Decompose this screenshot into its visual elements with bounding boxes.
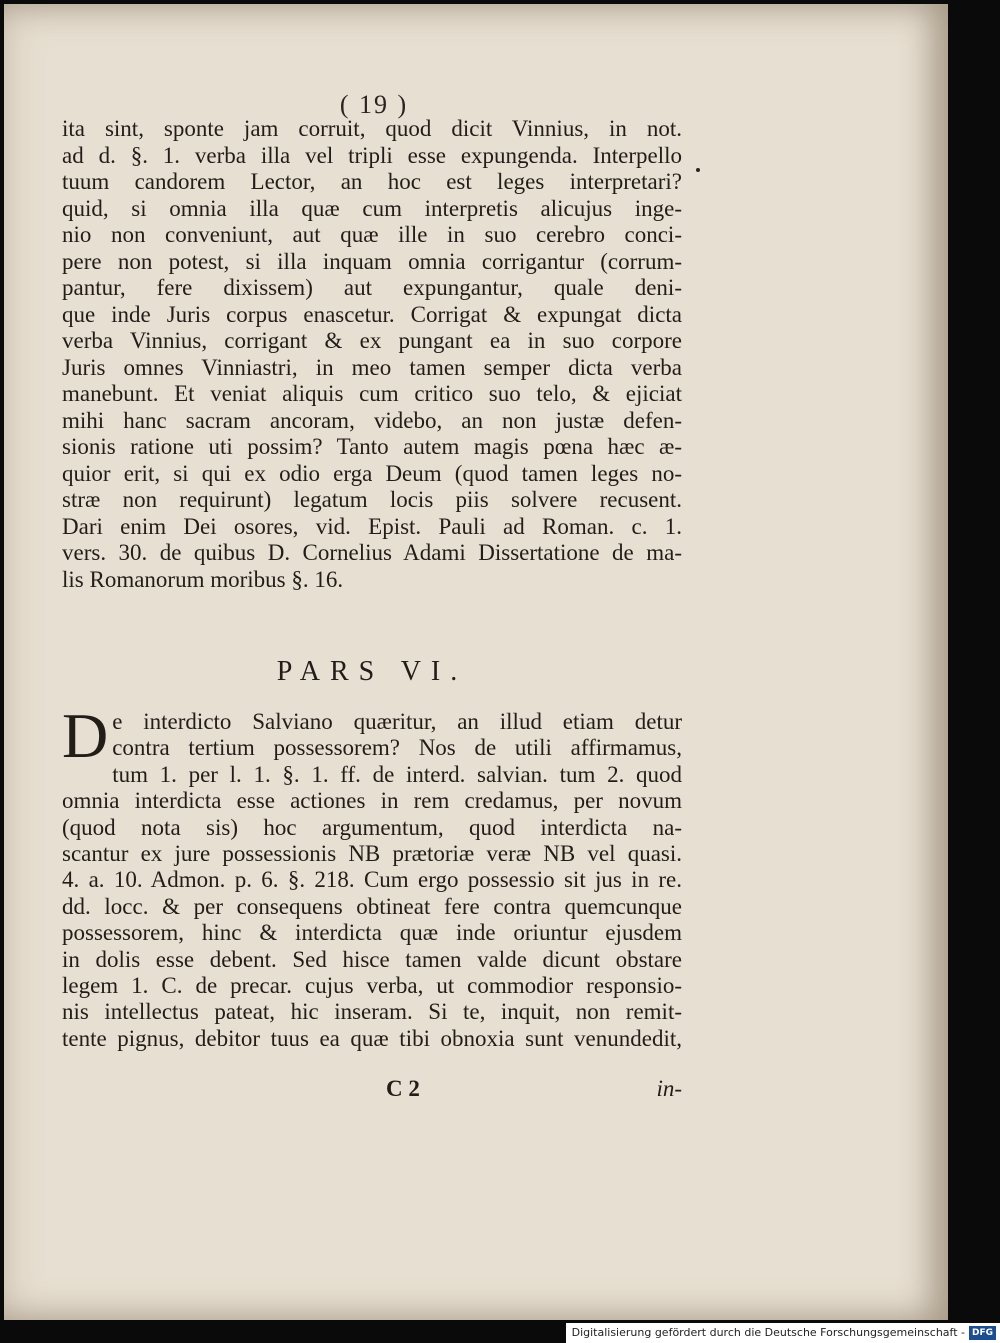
text-line: tuum candorem Lector, an hoc est leges interpretari? — [62, 169, 682, 194]
text-line: ad d. §. 1. verba illa vel tripli esse expungenda. Interpello — [62, 142, 682, 168]
signature-mark: C 2 — [386, 1076, 420, 1101]
dfg-logo-icon: DFG — [969, 1326, 996, 1340]
text-line: pere non potest, si illa inquam omnia corrigantur (corrum- — [62, 248, 682, 274]
text-line: sionis ratione uti possim? Tanto autem magis pœna hæc æ- — [62, 434, 682, 459]
text-line: nis intellectus pateat, hic inseram. Si te, inquit, non remit- — [62, 999, 682, 1025]
book-page — [4, 4, 948, 1320]
text-line: Juris omnes Vinniastri, in meo tamen semper dicta verba — [62, 354, 682, 380]
text-line: Dari enim Dei osores, vid. Epist. Pauli ad Roman. c. 1. — [62, 513, 682, 539]
text-line: que inde Juris corpus enascetur. Corrigat & expungat dicta — [62, 301, 682, 327]
text-line: nio non conveniunt, aut quæ ille in suo cerebro conci- — [62, 222, 682, 247]
text-line: verba Vinnius, corrigant & ex pungant ea in suo corpore — [62, 328, 682, 353]
text-line: possessorem, hinc & interdicta quæ inde oriuntur ejusdem — [62, 920, 682, 946]
digitization-banner — [566, 1323, 1000, 1343]
text-line: pantur, fere dixissem) aut expungantur, quale deni- — [62, 275, 682, 300]
text-line: scantur ex jure possessionis NB prætoriæ veræ NB vel quasi. — [62, 841, 682, 867]
text-line: e interdicto Salviano quæritur, an illud etiam detur — [112, 709, 682, 734]
banner-text: Digitalisierung gefördert durch die Deutsche Forschungsgemeinschaft - — [571, 1326, 965, 1339]
text-line: stræ non requirunt) legatum locis piis solvere recusent. — [62, 487, 682, 512]
drop-cap: D — [62, 700, 109, 771]
page-footer — [62, 1076, 682, 1106]
text-line: vers. 30. de quibus D. Cornelius Adami Dissertatione de ma- — [62, 540, 682, 565]
text-line: dd. locc. & per consequens obtineat fere contra quemcunque — [62, 893, 682, 919]
text-line: quid, si omnia illa quæ cum interpretis alicujus inge- — [62, 195, 682, 221]
text-line: contra tertium possessorem? Nos de utili affirmamus, — [112, 735, 682, 761]
ink-speck — [696, 168, 700, 172]
text-line: (quod nota sis) hoc argumentum, quod interdicta na- — [62, 814, 682, 840]
text-line: ita sint, sponte jam corruit, quod dicit Vinnius, in not. — [62, 116, 682, 141]
section-heading: PARS VI. — [276, 656, 468, 687]
text-line: lis Romanorum moribus §. 16. — [62, 566, 344, 592]
catchword: in- — [656, 1076, 682, 1101]
text-line: legem 1. C. de precar. cujus verba, ut commodior responsio- — [62, 973, 682, 999]
text-line: in dolis esse debent. Sed hisce tamen valde dicunt obstare — [62, 946, 682, 972]
text-line: omnia interdicta esse actiones in rem credamus, per novum — [62, 788, 682, 814]
text-line: manebunt. Et veniat aliquis cum critico suo telo, & ejiciat — [62, 381, 682, 406]
text-line: quior erit, si qui ex odio erga Deum (quod tamen leges no- — [62, 460, 682, 486]
page-number: ( 19 ) — [339, 90, 409, 119]
text-block-part1 — [62, 116, 682, 593]
text-line: tente pignus, debitor tuus ea quæ tibi obnoxia sunt venundedit, — [62, 1025, 682, 1051]
text-block-part2 — [62, 700, 682, 1052]
text-line: 4. a. 10. Admon. p. 6. §. 218. Cum ergo possessio sit jus in re. — [62, 867, 682, 893]
text-line: mihi hanc sacram ancoram, videbo, an non justæ defen- — [62, 407, 682, 433]
text-line: tum 1. per l. 1. §. 1. ff. de interd. salvian. tum 2. quod — [112, 761, 682, 787]
